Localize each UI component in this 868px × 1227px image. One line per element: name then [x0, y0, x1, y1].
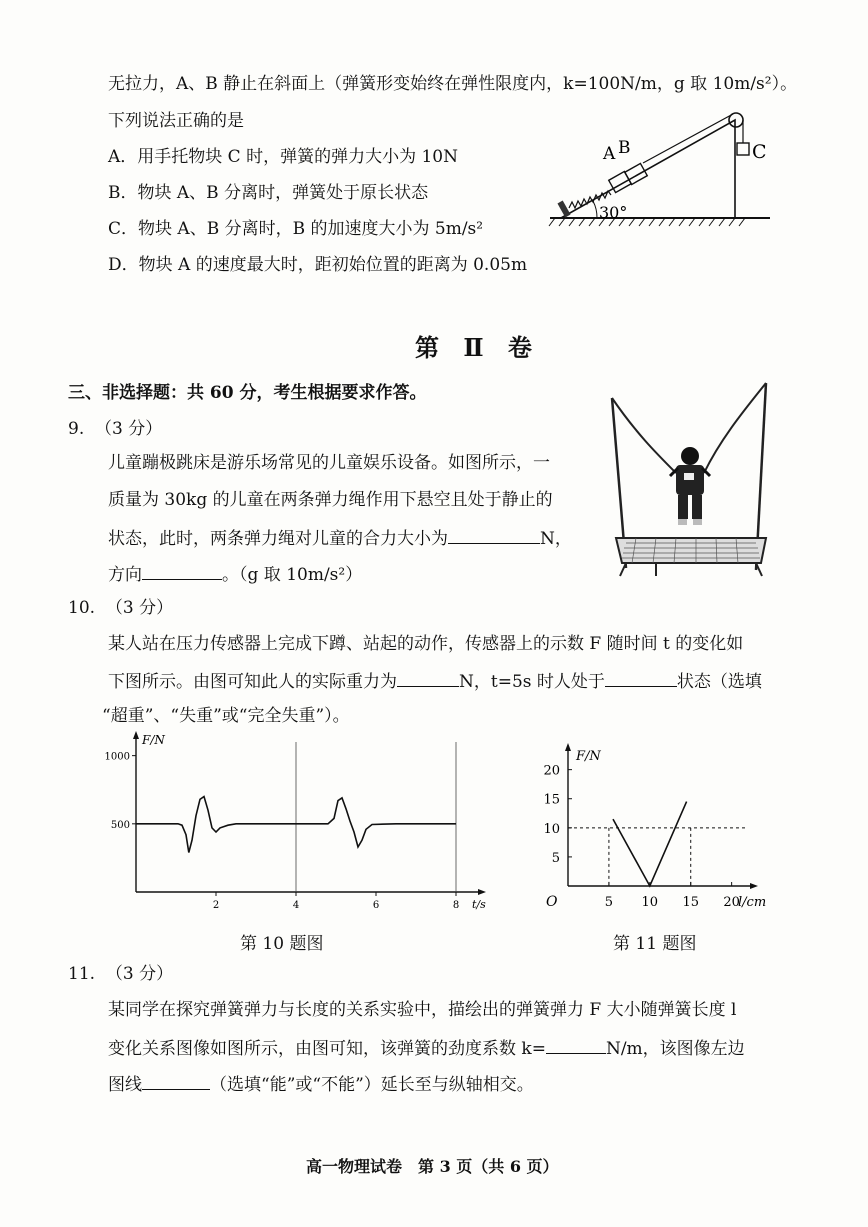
label-b: B [618, 138, 631, 158]
y-axis-label: F/N [142, 733, 165, 747]
x-tick-label: 10 [641, 895, 659, 910]
x-axis-arrow [478, 889, 486, 895]
y-axis-arrow [133, 731, 139, 739]
q9-answer-blank-direction[interactable] [142, 561, 222, 580]
q9-line4 [108, 561, 362, 587]
q11-line2 [108, 1035, 745, 1061]
x-axis-arrow [750, 883, 758, 889]
y-tick-label: 10 [543, 821, 560, 837]
q8-option-b: B．物块 A、B 分离时，弹簧处于原长状态 [108, 183, 429, 203]
q10-line2 [108, 668, 762, 694]
y-axis-arrow [565, 743, 571, 751]
q10-number [68, 596, 173, 620]
q11-line1: 某同学在探究弹簧弹力与长度的关系实验中，描绘出的弹簧弹力 F 大小随弹簧长度 l [108, 1000, 737, 1020]
q10-line3: “超重”、“失重”或“完全失重”）。 [102, 706, 350, 726]
q8-line1: 无拉力，A、B 静止在斜面上（弹簧形变始终在弹性限度内，k=100N/m，g 取 10m/s²）。 [108, 74, 798, 94]
q9-dir-label: 方向 [108, 565, 142, 585]
x-tick-label: 8 [452, 900, 460, 911]
q9-unit: N， [540, 529, 572, 549]
label-c: C [752, 141, 767, 163]
q11-line3a: 图线 [108, 1075, 142, 1095]
q10-line2c: 状态（选填 [676, 672, 762, 692]
y-axis-label: F/N [576, 749, 601, 764]
y-tick-label: 1000 [104, 751, 130, 763]
q11-answer-blank-extend[interactable] [142, 1071, 210, 1090]
incline-figure [545, 105, 775, 235]
q11-number [68, 962, 173, 986]
q10-line1: 某人站在压力传感器上完成下蹲、站起的动作，传感器上的示数 F 随时间 t 的变化如 [108, 634, 744, 654]
section-heading: 三、非选择题：共 60 分，考生根据要求作答。 [68, 383, 427, 403]
q11-line2a: 变化关系图像如图所示，由图可知，该弹簧的劲度系数 k= [108, 1039, 546, 1059]
x-tick-label: 2 [212, 900, 220, 911]
x-tick-label: 5 [604, 895, 614, 910]
q10-line2a: 下图所示。由图可知此人的实际重力为 [108, 672, 397, 692]
q9-line3 [108, 525, 572, 551]
q8-stem: 下列说法正确的是 [108, 111, 244, 131]
label-a: A [603, 144, 616, 164]
q11-line2b: N/m，该图像左边 [605, 1039, 745, 1059]
bungee-trampoline-photo [606, 378, 776, 578]
x-axis-label: t/s [472, 898, 486, 911]
x-axis-label: l/cm [738, 895, 767, 910]
x-tick-label: 6 [372, 900, 380, 911]
q8-option-d: D．物块 A 的速度最大时，距初始位置的距离为 0.05m [108, 255, 528, 275]
spring-force-line [613, 802, 687, 886]
q9-line2: 质量为 30kg 的儿童在两条弹力绳作用下悬空且处于静止的 [108, 490, 553, 510]
fig10-force-time-chart [100, 730, 500, 920]
fig11-caption: 第 11 题图 [613, 934, 697, 954]
y-tick-label: 20 [543, 763, 560, 779]
x-tick-label: 20 [723, 895, 740, 910]
q10-answer-blank-state[interactable] [605, 668, 677, 687]
q10-num: 10. [68, 598, 96, 618]
q10-score: （3 分） [105, 598, 174, 618]
q11-answer-blank-k[interactable] [546, 1035, 606, 1054]
q10-answer-blank-weight[interactable] [397, 668, 459, 687]
q9-line3-text: 状态，此时，两条弹力绳对儿童的合力大小为 [108, 529, 448, 549]
fig11-force-length-chart [535, 740, 775, 920]
y-tick-label: 5 [551, 850, 560, 866]
q9-line1: 儿童蹦极跳床是游乐场常见的儿童娱乐设备。如图所示，一 [108, 453, 550, 473]
q10-line2b: N，t=5s 时人处于 [459, 672, 605, 692]
label-angle: 30° [599, 203, 628, 222]
y-tick-label: 500 [110, 819, 130, 831]
origin-label: O [546, 894, 558, 910]
q9-answer-blank-force[interactable] [448, 525, 540, 544]
x-tick-label: 4 [292, 900, 300, 911]
fig10-caption: 第 10 题图 [240, 934, 324, 954]
page-footer: 高一物理试卷 第 3 页（共 6 页） [306, 1157, 559, 1176]
y-tick-label: 15 [543, 792, 560, 808]
q11-line3b: （选填“能”或“不能”）延长至与纵轴相交。 [210, 1075, 534, 1095]
q9-score: （3 分） [95, 419, 163, 439]
section-title: 第 Ⅱ 卷 [415, 333, 540, 362]
q9-number [68, 417, 162, 441]
q8-option-c: C．物块 A、B 分离时，B 的加速度大小为 5m/s² [108, 219, 484, 239]
q9-tail: 。（g 取 10m/s²） [222, 565, 363, 585]
q11-score: （3 分） [105, 964, 174, 984]
q9-num: 9. [68, 419, 85, 439]
x-tick-label: 15 [682, 895, 700, 910]
q11-num: 11. [68, 964, 96, 984]
q8-option-a: A．用手托物块 C 时，弹簧的弹力大小为 10N [108, 147, 459, 167]
q11-line3 [108, 1071, 534, 1097]
